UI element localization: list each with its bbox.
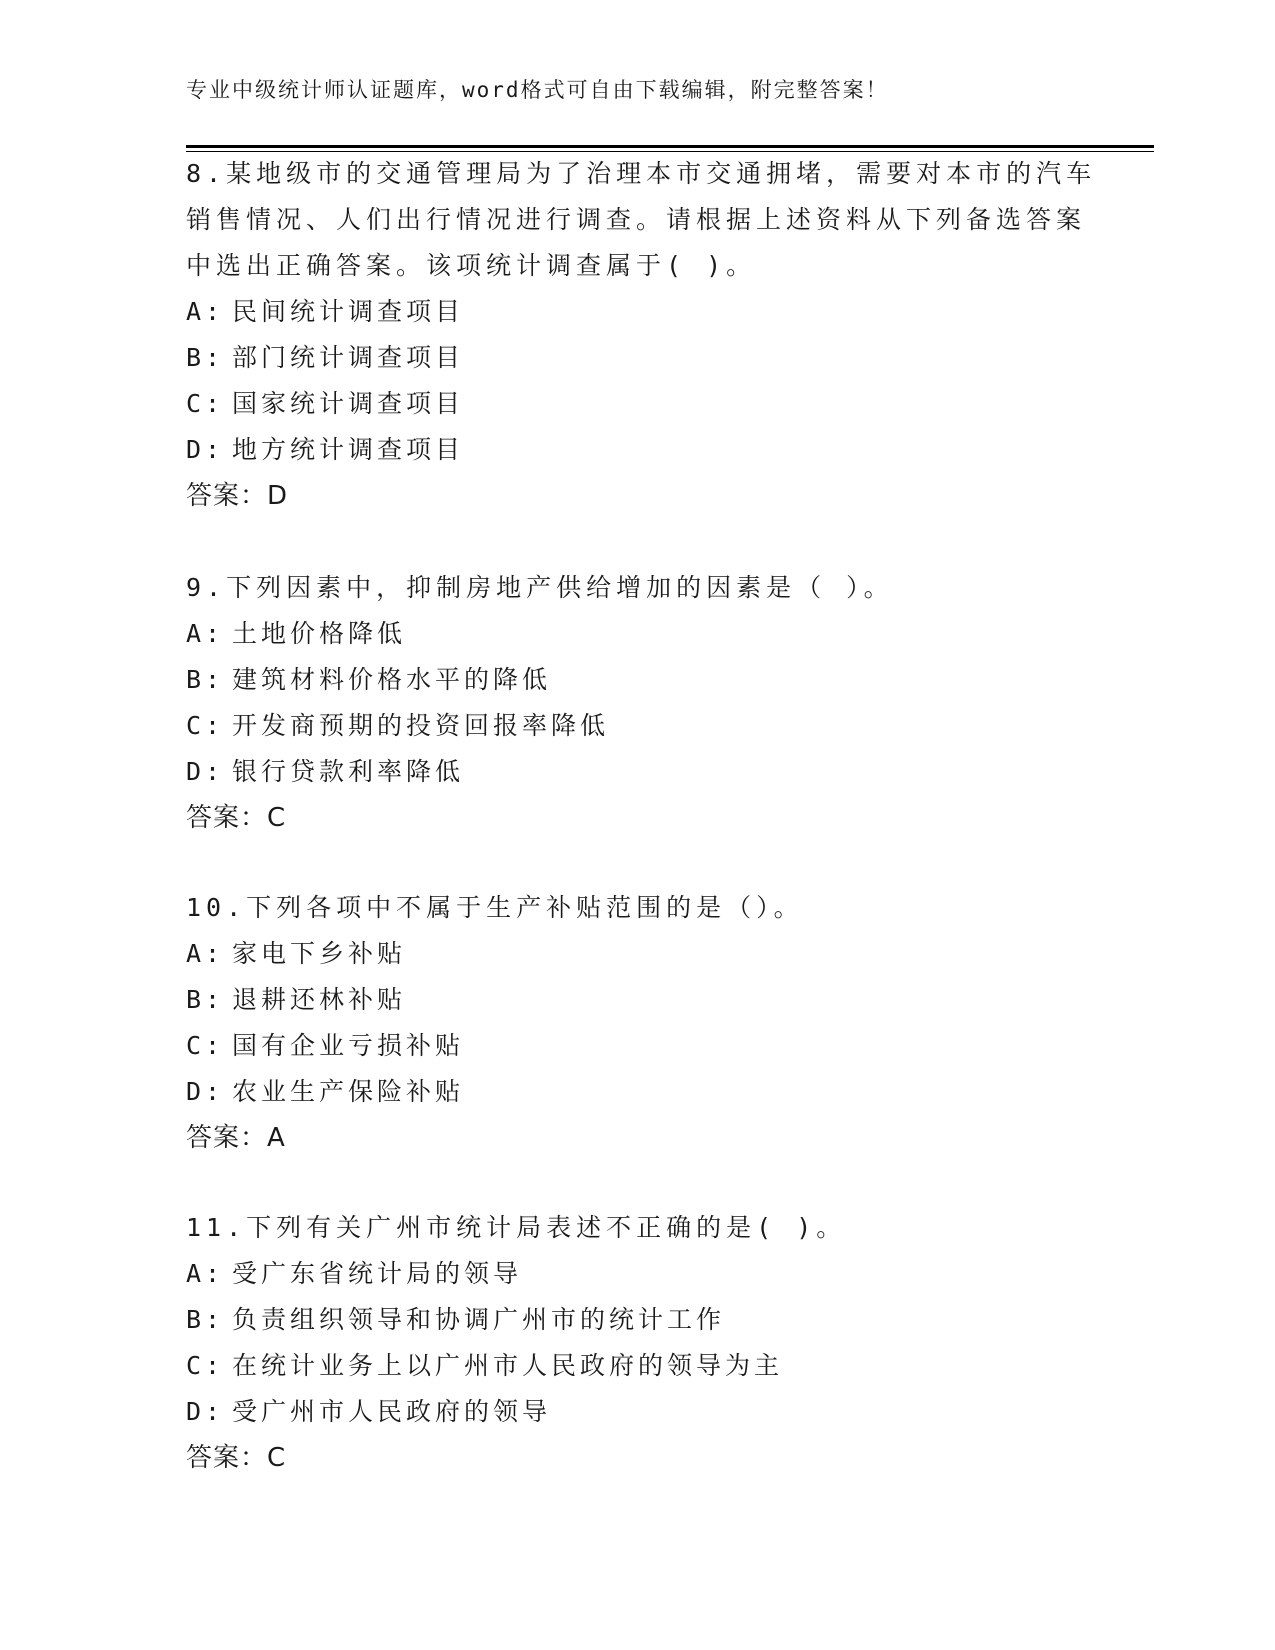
option-letter: A: [186, 939, 225, 968]
question-stem [186, 151, 1097, 289]
option-letter: C: [186, 1031, 225, 1060]
option-text: 在统计业务上以广州市人民政府的领导为主 [232, 1351, 784, 1380]
option-a [186, 611, 1086, 657]
option-text: 部门统计调查项目 [232, 343, 465, 372]
option-letter: A: [186, 1259, 225, 1288]
option-letter: C: [186, 711, 225, 740]
option-letter: C: [186, 1351, 225, 1380]
answer-value: C [267, 803, 287, 833]
option-d [186, 427, 1086, 473]
question-10 [186, 885, 1086, 1161]
option-c [186, 381, 1086, 427]
answer-value: D [267, 481, 289, 511]
stem-line: 11.下列有关广州市统计局表述不正确的是( )。 [186, 1213, 847, 1242]
answer-label: 答案： [186, 1123, 268, 1153]
option-text: 民间统计调查项目 [232, 297, 465, 326]
answer-value: C [267, 1443, 287, 1473]
option-letter: B: [186, 343, 225, 372]
option-text: 受广东省统计局的领导 [232, 1259, 523, 1288]
option-text: 退耕还林补贴 [232, 985, 407, 1014]
stem-line: 9.下列因素中，抑制房地产供给增加的因素是（ ）。 [186, 573, 894, 602]
option-c [186, 1343, 1086, 1389]
option-b [186, 657, 1086, 703]
option-letter: D: [186, 757, 225, 786]
answer-line [186, 473, 1086, 519]
option-b [186, 1297, 1086, 1343]
option-a [186, 931, 1086, 977]
stem-line: 中选出正确答案。该项统计调查属于( )。 [186, 251, 757, 280]
stem-line: 10.下列各项中不属于生产补贴范围的是（）。 [186, 893, 804, 922]
option-letter: B: [186, 985, 225, 1014]
answer-label: 答案： [186, 1443, 268, 1473]
header-rule-thick [186, 145, 1154, 148]
option-text: 农业生产保险补贴 [232, 1077, 465, 1106]
option-letter: D: [186, 435, 225, 464]
option-d [186, 1389, 1086, 1435]
question-stem [186, 1205, 1086, 1251]
option-letter: D: [186, 1397, 225, 1426]
answer-line [186, 1435, 1086, 1481]
option-text: 银行贷款利率降低 [232, 757, 465, 786]
option-a [186, 289, 1086, 335]
option-a [186, 1251, 1086, 1297]
answer-line [186, 1115, 1086, 1161]
answer-label: 答案： [186, 481, 268, 511]
stem-line: 8.某地级市的交通管理局为了治理本市交通拥堵，需要对本市的汽车 [186, 159, 1097, 188]
answer-line [186, 795, 1086, 841]
option-text: 开发商预期的投资回报率降低 [232, 711, 610, 740]
option-text: 受广州市人民政府的领导 [232, 1397, 552, 1426]
stem-line: 销售情况、人们出行情况进行调查。请根据上述资料从下列备选答案 [186, 205, 1087, 234]
option-d [186, 749, 1086, 795]
question-stem [186, 565, 1086, 611]
question-stem [186, 885, 1086, 931]
option-text: 负责组织领导和协调广州市的统计工作 [232, 1305, 726, 1334]
option-d [186, 1069, 1086, 1115]
option-letter: A: [186, 619, 225, 648]
option-b [186, 335, 1086, 381]
option-text: 家电下乡补贴 [232, 939, 407, 968]
question-9 [186, 565, 1086, 841]
option-text: 国有企业亏损补贴 [232, 1031, 465, 1060]
question-11 [186, 1205, 1086, 1481]
option-letter: C: [186, 389, 225, 418]
option-letter: A: [186, 297, 225, 326]
option-letter: D: [186, 1077, 225, 1106]
option-letter: B: [186, 1305, 225, 1334]
page-header: 专业中级统计师认证题库，word格式可自由下载编辑，附完整答案！ [186, 78, 889, 102]
question-8 [186, 151, 1097, 519]
option-c [186, 703, 1086, 749]
option-text: 土地价格降低 [232, 619, 407, 648]
option-text: 国家统计调查项目 [232, 389, 465, 418]
option-b [186, 977, 1086, 1023]
answer-value: A [267, 1123, 286, 1153]
option-text: 建筑材料价格水平的降低 [232, 665, 552, 694]
answer-label: 答案： [186, 803, 268, 833]
option-letter: B: [186, 665, 225, 694]
option-c [186, 1023, 1086, 1069]
option-text: 地方统计调查项目 [232, 435, 465, 464]
